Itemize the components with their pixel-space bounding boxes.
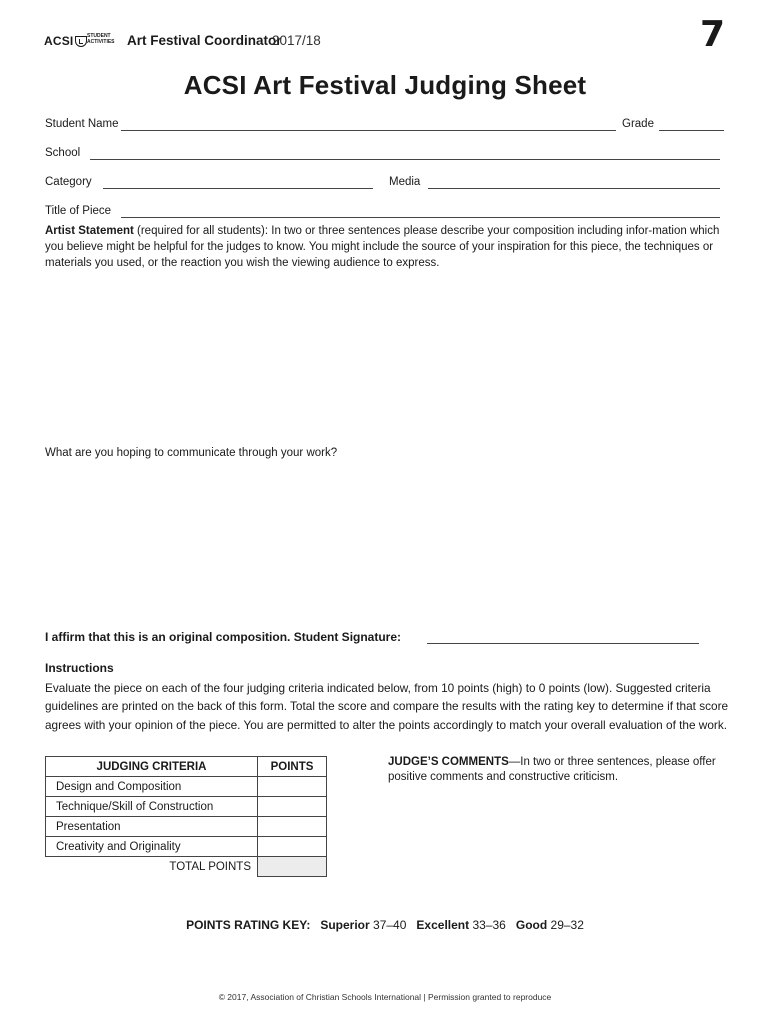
points-rating-key bbox=[0, 918, 770, 932]
rating-excellent-range: 33–36 bbox=[472, 918, 506, 932]
points-cell-technique[interactable] bbox=[258, 797, 327, 817]
logo-subtitle: STUDENT ACTIVITIES bbox=[87, 33, 115, 45]
points-cell-design[interactable] bbox=[258, 777, 327, 797]
instructions-text: Evaluate the piece on each of the four judging criteria indicated below, from 10 points (high) to 0 points (low). Suggested criteria guidelines are printed on the back of this form. Total the score and compare the results with the rating key to determine if that score agrees with your opinion of the piece. You are permitted to alter the points accordingly to match your overall evaluation of the work. bbox=[45, 681, 729, 732]
instructions-heading: Instructions bbox=[45, 661, 114, 675]
communicate-question: What are you hoping to communicate through your work? bbox=[45, 447, 338, 459]
rating-superior: Superior bbox=[320, 918, 370, 932]
media-label: Media bbox=[389, 176, 421, 188]
artist-statement bbox=[45, 223, 730, 271]
affirm-statement: I affirm that this is an original composition. Student Signature: bbox=[45, 630, 402, 644]
judge-comments-text: —In two or three sentences, please offer positive comments and constructive criticism. bbox=[388, 756, 716, 783]
student-signature-field[interactable] bbox=[427, 643, 699, 644]
header-title: Art Festival Coordinator bbox=[127, 33, 282, 48]
total-points-label: TOTAL POINTS bbox=[169, 860, 251, 873]
criteria-design: Design and Composition bbox=[46, 777, 258, 797]
header-year: 2017/18 bbox=[272, 33, 321, 48]
rating-good-range: 29–32 bbox=[550, 918, 584, 932]
criteria-creativity: Creativity and Originality bbox=[46, 837, 258, 857]
total-points-cell[interactable] bbox=[258, 857, 327, 877]
judge-comments bbox=[388, 755, 728, 785]
table-row bbox=[46, 797, 327, 817]
table-row bbox=[46, 837, 327, 857]
title-of-piece-field[interactable] bbox=[121, 217, 720, 218]
criteria-presentation: Presentation bbox=[46, 817, 258, 837]
total-row bbox=[46, 857, 327, 877]
table-row bbox=[46, 777, 327, 797]
shield-icon bbox=[75, 36, 87, 47]
judge-comments-heading: JUDGE’S COMMENTS bbox=[388, 756, 509, 768]
student-name-label: Student Name bbox=[45, 118, 119, 130]
points-cell-creativity[interactable] bbox=[258, 837, 327, 857]
table-header-row bbox=[46, 757, 327, 777]
rating-excellent: Excellent bbox=[416, 918, 470, 932]
page-title: ACSI Art Festival Judging Sheet bbox=[183, 70, 587, 100]
rating-superior-range: 37–40 bbox=[373, 918, 407, 932]
page-number: 7 bbox=[700, 14, 726, 55]
criteria-header: JUDGING CRITERIA bbox=[46, 757, 258, 777]
school-field[interactable] bbox=[90, 159, 720, 160]
rating-key-label: POINTS RATING KEY: bbox=[186, 918, 311, 932]
acsi-logo bbox=[44, 34, 90, 48]
points-cell-presentation[interactable] bbox=[258, 817, 327, 837]
artist-statement-text: (required for all students): In two or three sentences please describe your composition including infor-mation which you believe might be helpful for the judges to know. You might include the source of your inspiration for this piece, the techniques or materials you used, or the reaction you wish the viewing audience to express. bbox=[45, 225, 720, 269]
logo-text: ACSI bbox=[44, 34, 74, 48]
points-header: POINTS bbox=[258, 757, 327, 777]
title-of-piece-label: Title of Piece bbox=[45, 205, 112, 217]
judging-criteria-table bbox=[45, 756, 327, 877]
criteria-technique: Technique/Skill of Construction bbox=[46, 797, 258, 817]
category-field[interactable] bbox=[103, 188, 373, 189]
artist-statement-heading: Artist Statement bbox=[45, 225, 134, 237]
category-label: Category bbox=[45, 176, 92, 188]
table-row bbox=[46, 817, 327, 837]
rating-good: Good bbox=[515, 918, 548, 932]
grade-field[interactable] bbox=[659, 130, 724, 131]
footer-copyright: © 2017, Association of Christian Schools International | Permission granted to reproduce bbox=[218, 992, 552, 1002]
school-label: School bbox=[45, 147, 81, 159]
media-field[interactable] bbox=[428, 188, 720, 189]
grade-label: Grade bbox=[622, 118, 654, 130]
student-name-field[interactable] bbox=[121, 130, 616, 131]
